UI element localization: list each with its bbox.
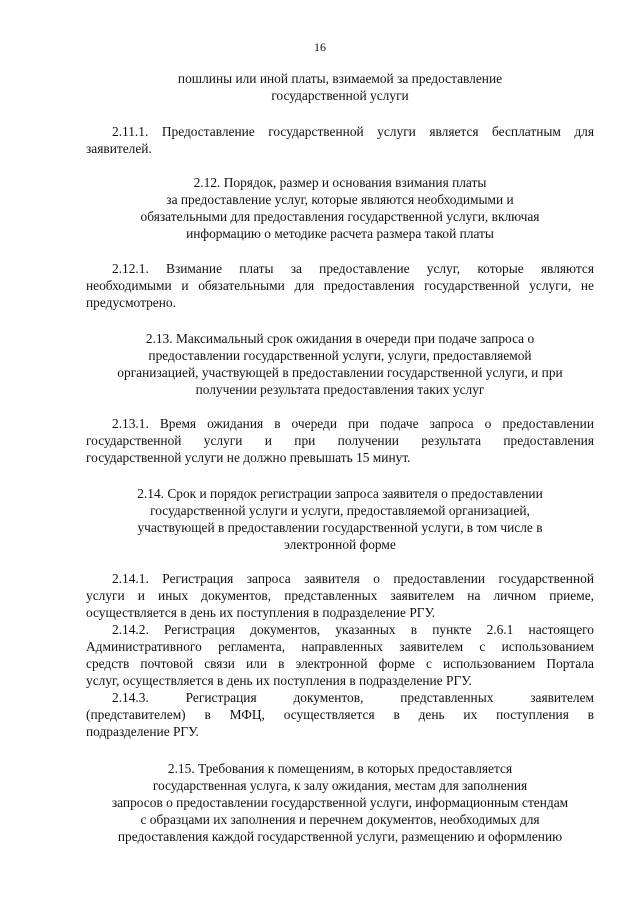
paragraph-line: необходимыми и обязательными для предоставления государственной услуги, не xyxy=(86,278,594,293)
heading-line: организацией, участвующей в предоставлении государственной услуги, и при xyxy=(117,365,563,380)
paragraph-line: государственной услуги и при получении результата предоставления xyxy=(86,433,594,448)
section-heading-2-12 xyxy=(86,174,594,242)
heading-line: получении результата предоставления таких услуг xyxy=(195,382,485,397)
heading-line: информацию о методике расчета размера такой платы xyxy=(186,226,494,241)
heading-line: электронной форме xyxy=(284,537,396,552)
heading-line: пошлины или иной платы, взимаемой за предоставление xyxy=(177,71,503,86)
paragraph-line: государственной услуги не должно превышать 15 минут. xyxy=(86,450,411,465)
paragraph-line: 2.13.1. Время ожидания в очереди при подаче запроса о предоставлении xyxy=(112,416,594,431)
heading-line: с образцами их заполнения и перечнем документов, необходимых для xyxy=(140,812,540,827)
paragraph-2-12-1 xyxy=(86,260,594,311)
paragraph-line: предусмотрено. xyxy=(86,295,176,310)
paragraph-line: 2.12.1. Взимание платы за предоставление услуг, которые являются xyxy=(112,261,594,276)
heading-line: государственная услуга, к залу ожидания, местам для заполнения xyxy=(152,778,528,793)
heading-line: 2.12. Порядок, размер и основания взимания платы xyxy=(193,175,487,190)
paragraph-line: услуги и иных документов, представленных заявителем на личном приеме, xyxy=(86,588,594,603)
paragraph-line: услуг, осуществляется в день их поступления в подразделение РГУ. xyxy=(86,673,472,688)
paragraph-line: 2.14.2. Регистрация документов, указанных в пункте 2.6.1 настоящего xyxy=(112,622,594,637)
page-number: 16 xyxy=(314,40,326,54)
section-heading-fee xyxy=(86,70,594,104)
paragraph-line: подразделение РГУ. xyxy=(86,724,199,739)
paragraph-line: 2.14.1. Регистрация запроса заявителя о предоставлении государственной xyxy=(112,571,594,586)
paragraph-line: 2.14.3. Регистрация документов, представленных заявителем xyxy=(112,690,594,705)
heading-line: запросов о предоставлении государственной услуги, информационным стендам xyxy=(111,795,569,810)
heading-line: за предоставление услуг, которые являются необходимыми и xyxy=(166,192,514,207)
section-heading-2-15 xyxy=(70,760,610,845)
heading-line: обязательными для предоставления государственной услуги, включая xyxy=(140,209,540,224)
paragraph-line: осуществляется в день их поступления в подразделение РГУ. xyxy=(86,605,436,620)
paragraph-2-14-3 xyxy=(86,689,594,740)
paragraph-2-13-1 xyxy=(86,415,594,466)
heading-line: предоставлении государственной услуги, услуги, предоставляемой xyxy=(148,348,532,363)
paragraph-2-14-2 xyxy=(86,621,594,689)
paragraph-line: заявителей. xyxy=(86,141,152,156)
section-heading-2-14 xyxy=(86,485,594,553)
paragraph-line: Административного регламента, направленных заявителем с использованием xyxy=(86,639,594,654)
paragraph-2-11-1 xyxy=(86,123,594,157)
heading-line: 2.14. Срок и порядок регистрации запроса заявителя о предоставлении xyxy=(137,486,543,501)
heading-line: государственной услуги и услуги, предоставляемой организацией, xyxy=(150,503,530,518)
section-heading-2-13 xyxy=(86,330,594,398)
heading-line: 2.13. Максимальный срок ожидания в очереди при подаче запроса о xyxy=(145,331,535,346)
heading-line: государственной услуги xyxy=(271,88,409,103)
paragraph-line: 2.11.1. Предоставление государственной услуги является бесплатным для xyxy=(112,124,594,139)
heading-line: предоставления каждой государственной услуги, размещению и оформлению xyxy=(117,829,563,844)
paragraph-line: средств почтовой связи или в электронной форме с использованием Портала xyxy=(86,656,594,671)
paragraph-line: (представителем) в МФЦ, осуществляется в день их поступления в xyxy=(86,707,594,722)
paragraph-2-14-1 xyxy=(86,570,594,621)
heading-line: участвующей в предоставлении государственной услуги, в том числе в xyxy=(137,520,543,535)
heading-line: 2.15. Требования к помещениям, в которых предоставляется xyxy=(167,761,513,776)
